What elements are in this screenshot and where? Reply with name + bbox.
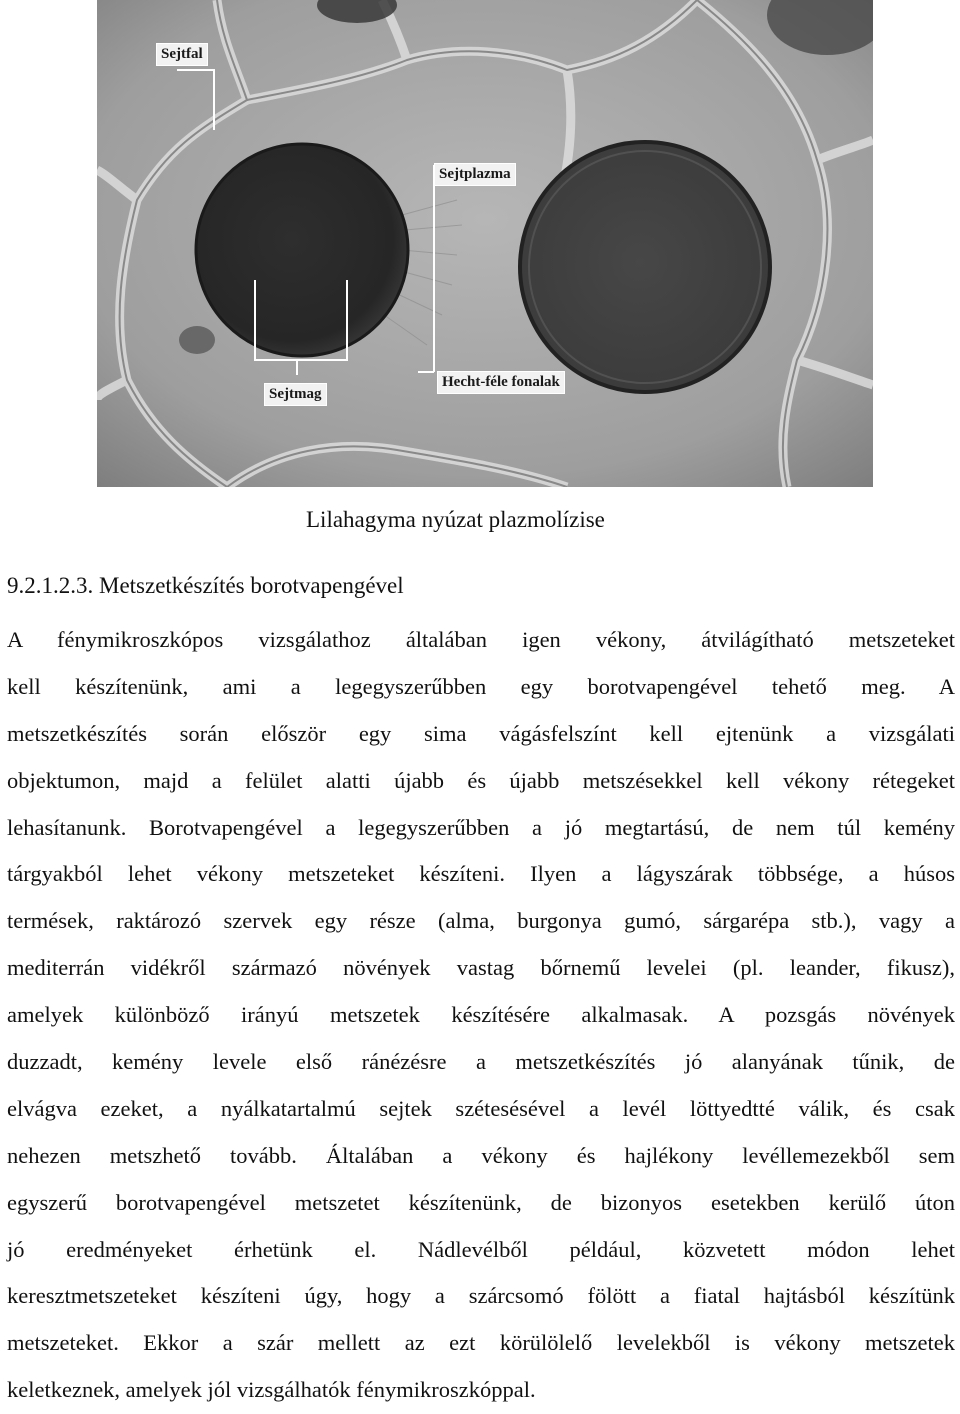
micrograph-image (97, 0, 873, 487)
paragraph-line: A fénymikroszkópos vizsgálathoz általában igen vékony, átvilágítható metszeteket (7, 627, 955, 652)
paragraph-line: objektumon, majd a felület alatti újabb és újabb metszésekkel kell vékony rétegeket (7, 767, 955, 793)
paragraph-line: kell készítenünk, ami a legegyszerűbben egy borotvapengével tehető meg. A (7, 673, 955, 699)
paragraph-line: termések, raktározó szervek egy része (alma, burgonya gumó, sárgarépa stb.), vagy a (7, 908, 955, 934)
label-nucleus: Sejtmag (264, 383, 327, 406)
figure-caption: Lilahagyma nyúzat plazmolízise (306, 507, 605, 532)
paragraph-line: mediterrán vidékről származó növények vastag bőrnemű levelei (pl. leander, fikusz), (7, 955, 955, 981)
paragraph-line: duzzadt, kemény levele első ránézésre a metszetkészítés jó alanyának tűnik, de (7, 1049, 955, 1075)
paragraph-line: egyszerű borotvapengével metszetet készítenünk, de bizonyos esetekben kerülő úton (7, 1189, 955, 1215)
nucleus-blob (179, 326, 215, 354)
paragraph-line: amelyek különböző irányú metszetek készítésére alkalmasak. A pozsgás növények (7, 1002, 955, 1028)
section-paragraph (7, 617, 955, 1414)
label-hecht-strands: Hecht-féle fonalak (437, 371, 565, 394)
label-cytoplasm: Sejtplazma (434, 163, 516, 186)
paragraph-line: jó eredményeket érhetünk el. Nádlevélből például, közvetett módon lehet (7, 1236, 955, 1262)
paragraph-line: keletkeznek, amelyek jól vizsgálhatók fénymikroszkóppal. (7, 1377, 536, 1403)
paragraph-line: metszetkészítés során először egy sima vágásfelszínt kell ejtenünk a vizsgálati (7, 720, 955, 746)
paragraph-line: tárgyakból lehet vékony metszeteket készíteni. Ilyen a lágyszárak többsége, a húsos (7, 861, 955, 887)
micrograph-figure (97, 0, 873, 487)
paragraph-line: lehasítanunk. Borotvapengével a legegyszerűbben a jó megtartású, de nem túl kemény (7, 814, 955, 840)
label-cell-wall: Sejtfal (156, 43, 208, 66)
paragraph-line: keresztmetszeteket készíteni úgy, hogy a szárcsomó fölött a fiatal hajtásból készítünk (7, 1283, 955, 1309)
paragraph-line: elvágva ezeket, a nyálkatartalmú sejtek szétesésével a levél löttyedtté válik, és csak (7, 1095, 955, 1121)
paragraph-line: metszeteket. Ekkor a szár mellett az ezt körülölelő levelekből is vékony metszetek (7, 1330, 955, 1356)
paragraph-line: nehezen metszhető tovább. Általában a vékony és hajlékony levéllemezekből sem (7, 1142, 955, 1168)
section-heading: 9.2.1.2.3. Metszetkészítés borotvapengével (7, 573, 404, 598)
